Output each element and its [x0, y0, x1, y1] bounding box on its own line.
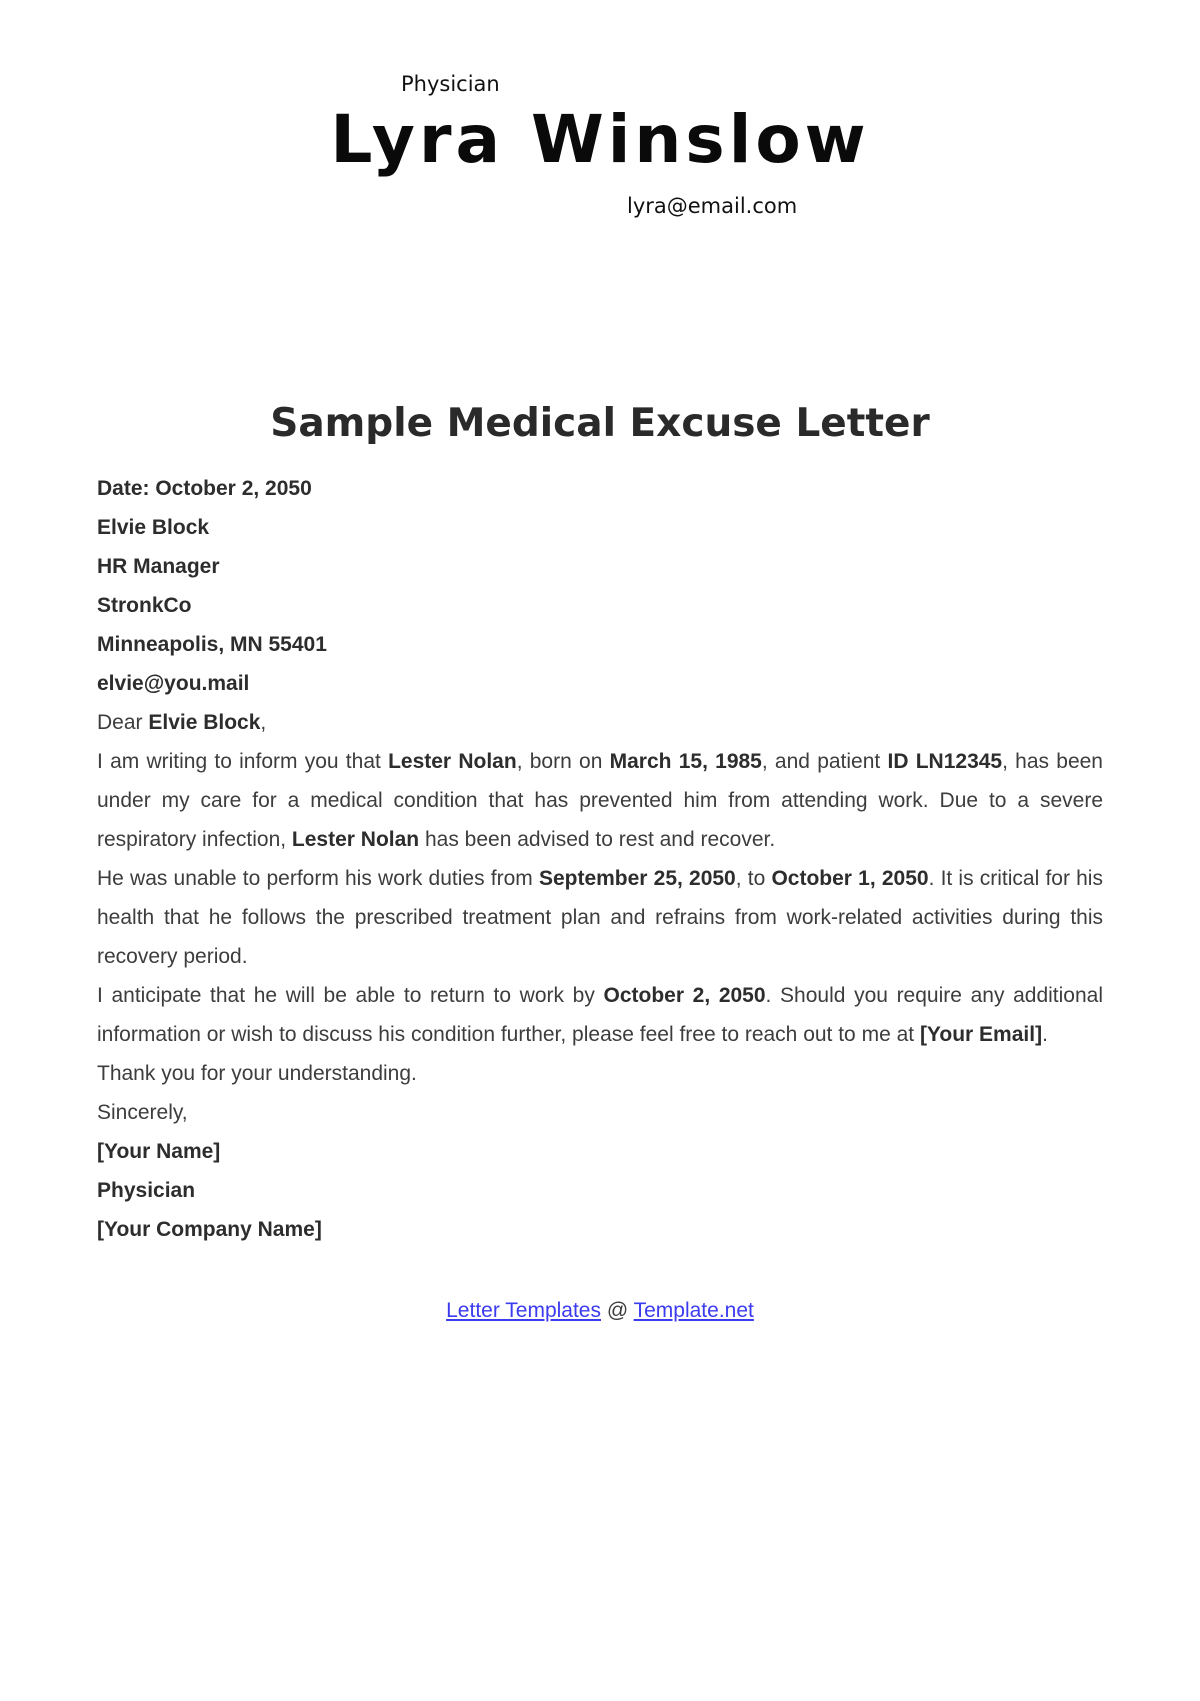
- header-name: Lyra Winslow: [330, 101, 870, 178]
- paragraph-2: [97, 859, 1103, 976]
- footer: [0, 1291, 1200, 1330]
- p1-patient-id: ID LN12345: [887, 750, 1003, 773]
- p2-text-1: He was unable to perform his work duties from: [97, 867, 539, 890]
- p2-text-3: . It is critical for his health that he follows the prescribed treatment plan and refrains from work-related activities during this recovery period.: [97, 867, 1103, 968]
- paragraph-3: [97, 976, 1103, 1054]
- header-email: lyra@email.com: [627, 194, 798, 218]
- paragraph-1: [97, 742, 1103, 859]
- letter-body: [97, 469, 1103, 1249]
- salutation-suffix: ,: [260, 711, 267, 734]
- recipient-position: HR Manager: [97, 555, 220, 578]
- closing-signoff: Sincerely,: [97, 1101, 188, 1124]
- closing-thanks: Thank you for your understanding.: [97, 1062, 417, 1085]
- salutation-prefix: Dear: [97, 711, 149, 734]
- p1-patient-name: Lester Nolan: [388, 750, 517, 773]
- recipient-company: StronkCo: [97, 594, 192, 617]
- p3-contact-email: [Your Email]: [919, 1023, 1043, 1046]
- recipient-name: Elvie Block: [97, 516, 210, 539]
- p2-end-date: October 1, 2050: [771, 867, 929, 890]
- letter-templates-link[interactable]: Letter Templates: [446, 1299, 601, 1322]
- p2-text-2: , to: [735, 867, 772, 890]
- footer-separator: @: [601, 1299, 634, 1322]
- letter-date: Date: October 2, 2050: [97, 477, 312, 500]
- p1-text-1: I am writing to inform you that: [97, 750, 389, 773]
- p1-text-5: has been advised to rest and recover.: [419, 828, 776, 851]
- template-net-link[interactable]: Template.net: [633, 1299, 754, 1322]
- p3-text-2: . Should you require any additional information or wish to discuss his condition further, please feel free to reach out to me at: [97, 984, 1103, 1046]
- p1-patient-name-2: Lester Nolan: [291, 828, 420, 851]
- p1-text-3: , and patient: [761, 750, 888, 773]
- p1-birth-date: March 15, 1985: [609, 750, 762, 773]
- header-role: Physician: [401, 72, 500, 96]
- p1-text-2: , born on: [516, 750, 610, 773]
- signer-company: [Your Company Name]: [97, 1218, 322, 1241]
- document-title: Sample Medical Excuse Letter: [270, 401, 930, 446]
- recipient-email: elvie@you.mail: [97, 672, 250, 695]
- signer-title: Physician: [97, 1179, 196, 1202]
- recipient-city: Minneapolis, MN 55401: [97, 633, 327, 656]
- p3-return-date: October 2, 2050: [603, 984, 766, 1007]
- signer-name: [Your Name]: [97, 1140, 221, 1163]
- p1-text-4: , has been under my care for a medical condition that has prevented him from attending work. Due to a severe respiratory infection,: [97, 750, 1103, 851]
- p3-text-3: .: [1042, 1023, 1048, 1046]
- p2-start-date: September 25, 2050: [538, 867, 736, 890]
- salutation-name: Elvie Block: [148, 711, 261, 734]
- salutation: [97, 703, 1103, 742]
- p3-text-1: I anticipate that he will be able to return to work by: [97, 984, 604, 1007]
